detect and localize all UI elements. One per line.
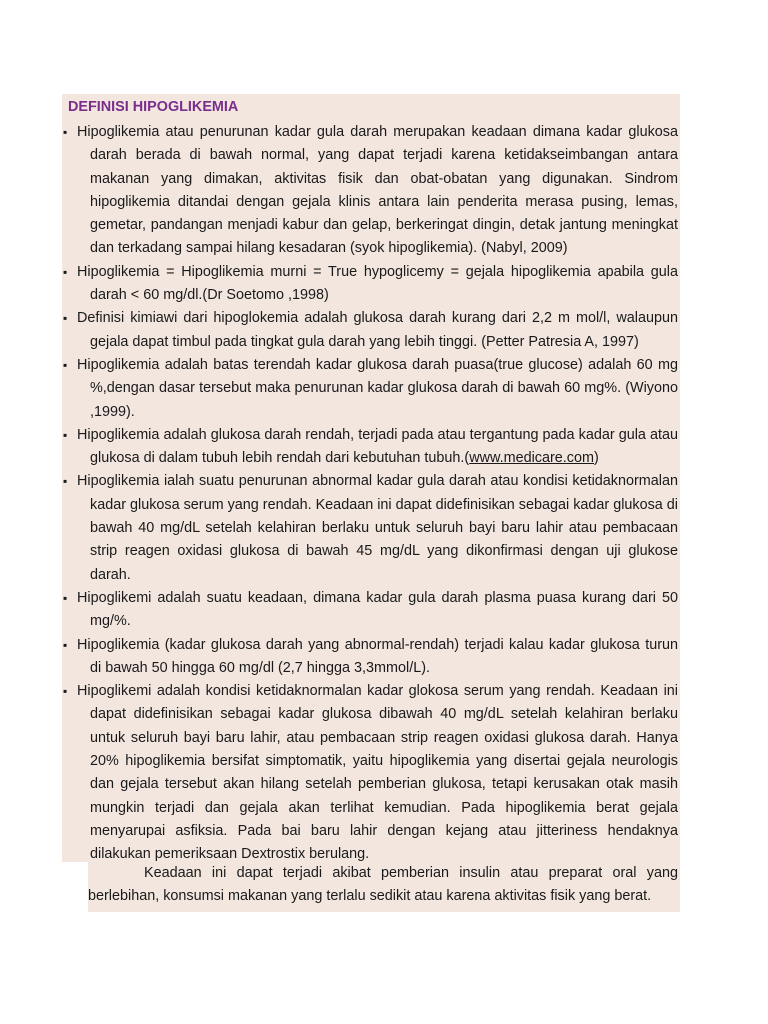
bullet-icon: ▪ [63, 590, 68, 605]
bullet-icon: ▪ [63, 684, 68, 699]
bullet-icon: ▪ [63, 474, 68, 489]
medicare-link[interactable]: www.medicare.com [469, 450, 594, 467]
list-item [62, 587, 680, 634]
list-item [62, 121, 680, 261]
bullet-icon: ▪ [63, 311, 68, 326]
list-item [62, 354, 680, 424]
list-item [62, 680, 680, 866]
definition-list [62, 121, 680, 867]
list-item-text: Hipoglikemi adalah kondisi ketidaknormalan kadar glokosa serum yang rendah. Keadaan ini dapat didefinisikan sebagai kadar glukosa dibawah 40 mg/dL setelah kelahiran berlaku untuk seluruh bayi baru lahir, atau pembacaan strip reagen oxidasi glukosa darah. Hanya 20% hipoglikemia bersifat simptomatik, yaitu hipoglikemia yang disertai gejala neurologis dan gejala tersebut akan hilang setelah pemberian glukosa, tetapi kerusakan otak masih mungkin terjadi dan gejala akan terlihat kemudian. Pada hipoglikemia berat gejala menyarupai asfiksia. Pada bai baru lahir dengan kejang atau jitteriness hendaknya dilakukan pemeriksaan Dextrostix berulang. [77, 683, 678, 863]
bullet-icon: ▪ [63, 357, 68, 372]
list-item-text: Hipoglikemia atau penurunan kadar gula darah merupakan keadaan dimana kadar glukosa darah berada di bawah normal, yang dapat terjadi karena ketidakseimbangan antara makanan yang dimakan, aktivitas fisik dan obat-obatan yang digunakan. Sindrom hipoglikemia ditandai dengan gejala klinis antara lain penderita merasa pusing, lemas, gemetar, pandangan menjadi kabur dan gelap, berkeringat dingin, detak jantung meningkat dan terkadang sampai hilang kesadaran (syok hipoglikemia). (Nabyl, 2009) [77, 124, 678, 257]
list-item-text: Definisi kimiawi dari hipoglokemia adalah glukosa darah kurang dari 2,2 m mol/l, walaupun gejala dapat timbul pada tingkat gula darah yang lebih tinggi. (Petter Patresia A, 1997) [77, 310, 678, 350]
bullet-icon: ▪ [63, 125, 68, 139]
list-item-text: Hipoglikemia adalah batas terendah kadar glukosa darah puasa(true glucose) adalah 60 mg %,dengan dasar tersebut maka penurunan kadar glukosa darah di bawah 60 mg%. (Wiyono ,1999). [77, 356, 678, 420]
section-heading: DEFINISI HIPOGLIKEMIA [68, 99, 239, 115]
list-item-text: Hipoglikemia (kadar glukosa darah yang abnormal-rendah) terjadi kalau kadar glukosa turun di bawah 50 hingga 60 mg/dl (2,7 hingga 3,3mmol/L). [77, 636, 678, 676]
list-item [62, 424, 680, 471]
list-item-text: Hipoglikemia ialah suatu penurunan abnormal kadar gula darah atau kondisi ketidaknormalan kadar glukosa serum yang rendah. Keadaan ini dapat didefinisikan sebagai kadar glukosa di bawah 40 mg/dL setelah kelahiran berlaku untuk seluruh bayi baru lahir atau pembacaan strip reagen oxidasi glukosa di bawah 45 mg/dL yang dikonfirmasi dengan uji glukose darah. [77, 473, 679, 583]
list-item [62, 470, 680, 586]
link-close-paren: ) [594, 450, 599, 467]
list-item-text: Hipoglikemi adalah suatu keadaan, dimana kadar gula darah plasma puasa kurang dari 50 mg/%. [77, 589, 678, 630]
bullet-icon: ▪ [63, 637, 68, 652]
list-item [62, 261, 680, 308]
list-item [62, 307, 680, 354]
list-item-text: Hipoglikemia = Hipoglikemia murni = True hypoglicemy = gejala hipoglikemia apabila gula darah < 60 mg/dl.(Dr Soetomo ,1998) [77, 263, 678, 304]
tail-paragraph: Keadaan ini dapat terjadi akibat pemberian insulin atau preparat oral yang berlebihan, konsumsi makanan yang terlalu sedikit atau karena aktivitas fisik yang berat. [88, 865, 678, 905]
bullet-icon: ▪ [63, 427, 68, 442]
list-item-text: Hipoglikemia adalah glukosa darah rendah, terjadi pada atau tergantung pada kadar gula atau glukosa di dalam tubuh lebih rendah dari kebutuhan tubuh.( [77, 426, 678, 467]
list-item [62, 634, 680, 681]
bullet-icon: ▪ [63, 264, 68, 279]
